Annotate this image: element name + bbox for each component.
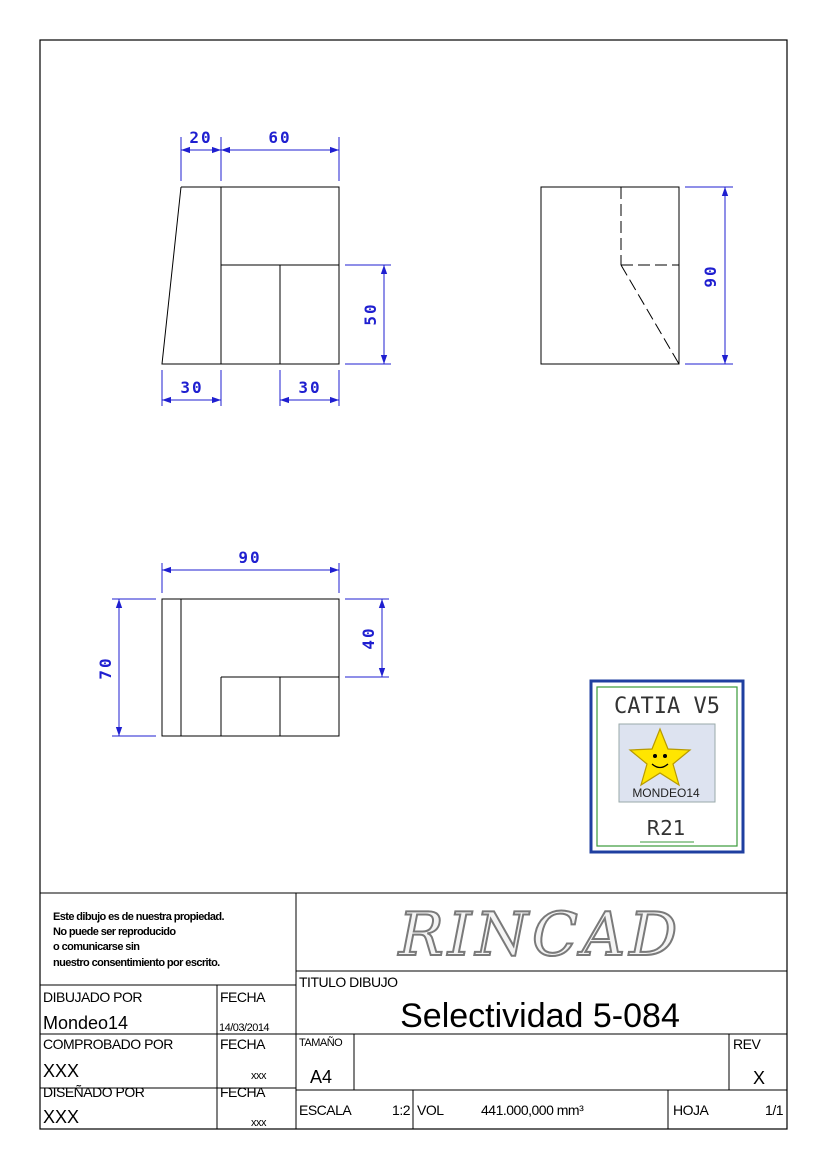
checked-by-value: XXX xyxy=(43,1061,80,1081)
notice-line-4: nuestro consentimiento por escrito. xyxy=(53,957,220,969)
dim-plan-left-height: 70 xyxy=(96,656,115,680)
rev-value: X xyxy=(752,1068,766,1088)
vol-label: VOL xyxy=(417,1102,444,1118)
checked-by-label: COMPROBADO POR xyxy=(43,1036,173,1052)
dim-front-top-left: 20 xyxy=(189,128,213,147)
date-value-2: xxx xyxy=(251,1070,266,1082)
rev-label: REV xyxy=(733,1036,761,1052)
date-value-1: 14/03/2014 xyxy=(219,1022,270,1034)
dim-front-top-right: 60 xyxy=(268,128,292,147)
plan-view xyxy=(162,599,339,736)
drawn-by-value: Mondeo14 xyxy=(43,1013,129,1033)
sheet-value: 1/1 xyxy=(765,1102,783,1118)
front-view xyxy=(162,187,339,364)
scale-label: ESCALA xyxy=(299,1102,352,1118)
notice-line-2: No puede ser reproducido xyxy=(53,926,176,938)
drawing-title-label: TITULO DIBUJO xyxy=(299,974,398,990)
star-caption: MONDEO14 xyxy=(632,786,700,800)
front-view-dimensions xyxy=(162,137,391,406)
vol-value: 441.000,000 mm³ xyxy=(481,1102,584,1118)
size-label: TAMAÑO xyxy=(299,1037,343,1049)
catia-title: CATIA V5 xyxy=(614,694,720,719)
drawing-title: Selectividad 5-084 xyxy=(400,997,680,1035)
catia-logo-box xyxy=(591,681,743,852)
notice-line-1: Este dibujo es de nuestra propiedad. xyxy=(53,911,224,923)
rincad-logo: RINCAD xyxy=(398,900,682,970)
dim-side-height: 90 xyxy=(701,264,720,288)
drawn-by-label: DIBUJADO POR xyxy=(43,989,143,1005)
scale-value: 1:2 xyxy=(392,1102,410,1118)
notice-line-3: o comunicarse sin xyxy=(53,941,140,953)
dim-plan-right-height: 40 xyxy=(359,626,378,650)
designed-by-label: DISEÑADO POR xyxy=(43,1084,145,1100)
catia-release: R21 xyxy=(646,816,686,840)
size-value: A4 xyxy=(310,1067,333,1087)
date-label-1: FECHA xyxy=(220,989,265,1005)
side-view xyxy=(541,187,679,364)
date-label-3: FECHA xyxy=(220,1084,265,1100)
plan-view-dimensions xyxy=(112,563,389,736)
dim-plan-width: 90 xyxy=(238,548,262,567)
designed-by-value: XXX xyxy=(43,1107,80,1127)
sheet-label: HOJA xyxy=(673,1102,709,1118)
date-label-2: FECHA xyxy=(220,1036,265,1052)
date-value-3: xxx xyxy=(251,1117,266,1129)
dim-front-bottom-right: 30 xyxy=(298,378,322,397)
dim-front-right-height: 50 xyxy=(361,302,380,326)
dim-front-bottom-left: 30 xyxy=(180,378,204,397)
